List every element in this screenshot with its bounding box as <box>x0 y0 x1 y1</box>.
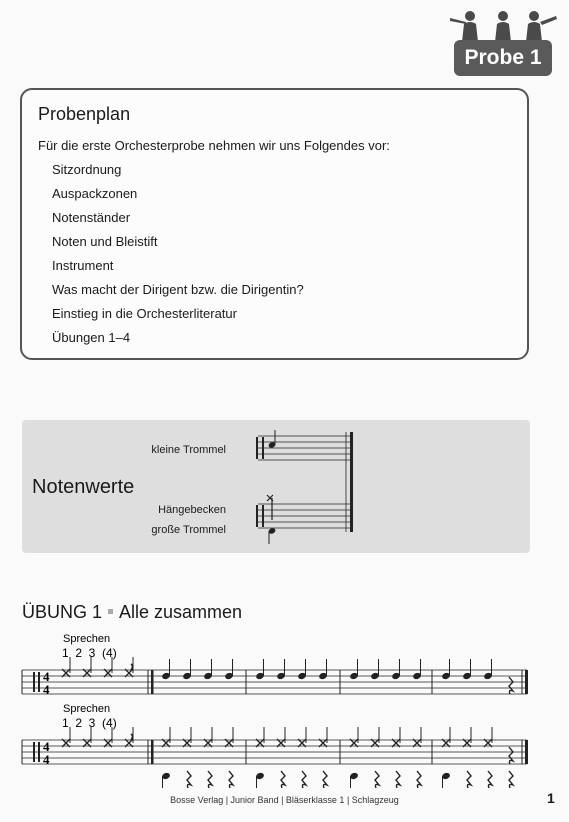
quarter-rest <box>467 771 471 788</box>
barline-final <box>525 670 528 694</box>
count-1: 1 2 3 (4) <box>62 646 117 660</box>
plan-list <box>52 162 304 354</box>
plan-box <box>20 88 529 360</box>
notenwerte-staves <box>22 420 530 553</box>
clef-bar <box>38 672 40 692</box>
plan-item: Noten und Bleistift <box>52 234 158 249</box>
musicians-icon <box>448 8 558 44</box>
label-cymbal: Hängebecken <box>158 504 226 516</box>
time-signature-top: 4 <box>43 669 50 684</box>
quarter-rest <box>396 771 400 788</box>
breath-mark <box>131 734 133 740</box>
footer-text: Bosse Verlag | Junior Band | Bläserklasse 1 | Schlagzeug <box>170 795 399 805</box>
notenwerte-box <box>22 420 530 553</box>
clef-bar <box>33 742 35 762</box>
speak-label-1: Sprechen <box>63 633 111 645</box>
page-number: 1 <box>547 790 555 806</box>
time-signature-bottom: 4 <box>43 682 50 697</box>
barline-final <box>525 740 528 764</box>
plan-item: Sitzordnung <box>52 162 122 177</box>
barline-thick <box>151 670 154 694</box>
plan-item: Auspackzonen <box>52 186 138 201</box>
plan-item: Was macht der Dirigent bzw. die Dirigentin? <box>52 282 304 297</box>
quarter-rest <box>187 771 191 788</box>
quarter-rest <box>323 771 327 788</box>
quarter-rest <box>488 771 492 788</box>
plan-intro: Für die erste Orchesterprobe nehmen wir uns Folgendes vor: <box>38 138 390 153</box>
time-signature-top: 4 <box>43 739 50 754</box>
square-bullet-icon <box>108 609 113 614</box>
barline-thick <box>151 740 154 764</box>
plan-item: Instrument <box>52 258 114 273</box>
notenwerte-title: Notenwerte <box>32 476 135 498</box>
quarter-rest <box>509 771 513 788</box>
exercise-name: Alle zusammen <box>119 602 243 622</box>
clef-bar <box>38 742 40 762</box>
quarter-rest <box>509 677 513 694</box>
speak-label-2: Sprechen <box>63 703 111 715</box>
quarter-rest <box>229 771 233 788</box>
quarter-rest <box>375 771 379 788</box>
time-signature-bottom: 4 <box>43 752 50 767</box>
exercise-number: ÜBUNG 1 <box>22 602 103 622</box>
probe-badge: Probe 1 <box>454 40 552 76</box>
plan-item: Einstieg in die Orchesterliteratur <box>52 306 237 321</box>
label-bass-drum: große Trommel <box>151 524 226 536</box>
plan-title: Probenplan <box>38 104 131 124</box>
plan-item: Übungen 1–4 <box>52 330 131 345</box>
quarter-rest <box>509 747 513 764</box>
quarter-rest <box>208 771 212 788</box>
plan-item: Notenständer <box>52 210 131 225</box>
clef-bar <box>33 672 35 692</box>
exercise-title <box>22 602 242 623</box>
breath-mark <box>131 664 133 670</box>
exercise-score <box>0 628 569 788</box>
count-2: 1 2 3 (4) <box>62 716 117 730</box>
quarter-rest <box>281 771 285 788</box>
quarter-rest <box>417 771 421 788</box>
probe-header <box>448 8 558 72</box>
quarter-rest <box>302 771 306 788</box>
label-snare: kleine Trommel <box>151 444 226 456</box>
